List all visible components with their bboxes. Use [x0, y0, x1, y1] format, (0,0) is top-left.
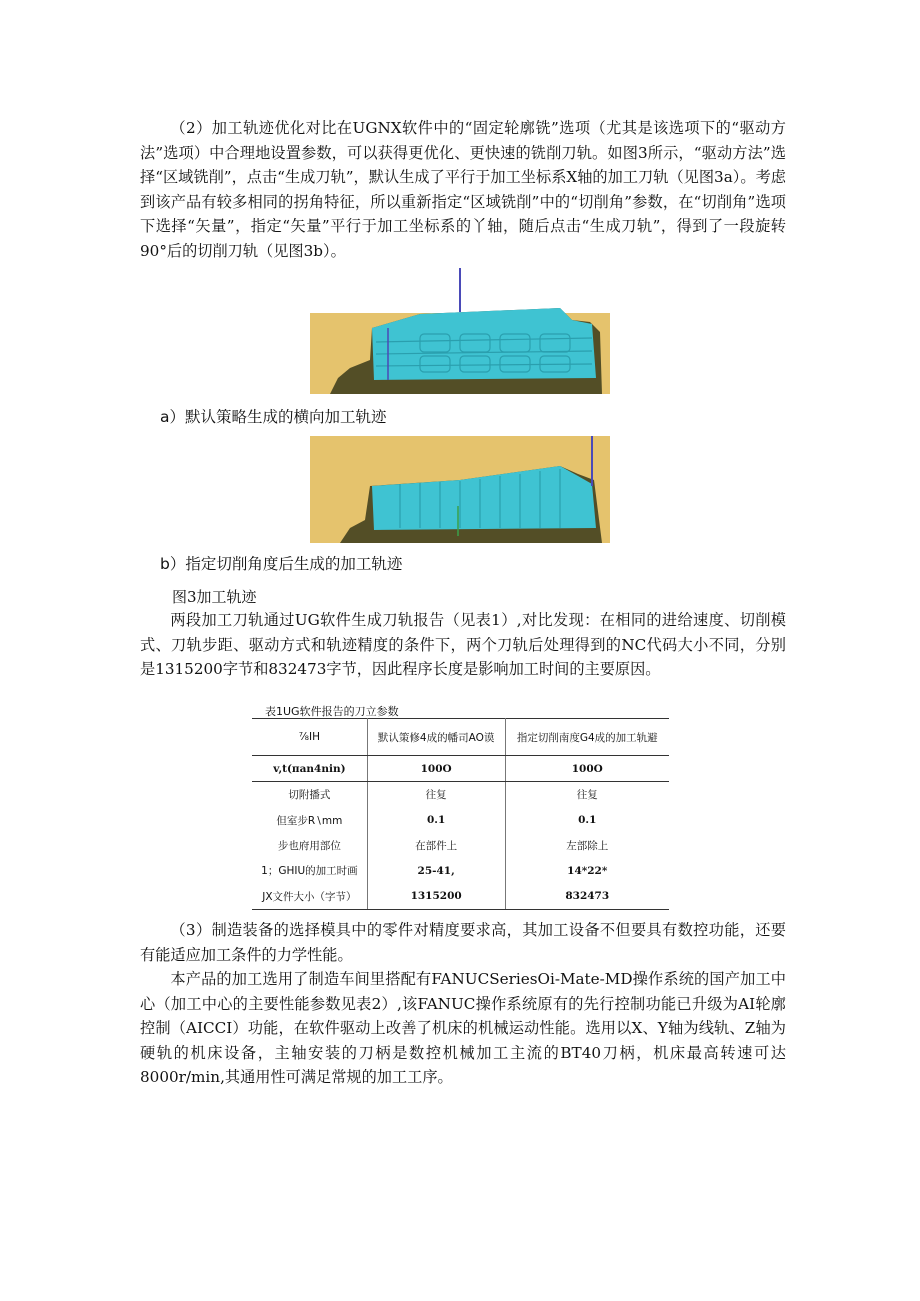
figure-caption-a: a）默认策略生成的横向加工轨迹: [160, 408, 387, 426]
table-cell: 步也府用部位: [277, 840, 341, 853]
figure-title: 图3加工轨迹: [172, 588, 257, 606]
table-cell: 0.1: [367, 808, 505, 833]
table-row: [252, 858, 669, 883]
table-cell: 0.1: [578, 814, 597, 827]
tool-parameters-table: [252, 718, 669, 910]
table-cell: 832473: [505, 883, 669, 909]
paragraph-toolpath-report: 两段加工刀轨通过UG软件生成刀轨报告（见表1）,对比发现：在相同的进给速度、切削模式、刀轨步距、驱动方式和轨迹精度的条件下，两个刀轨后处理得到的NC代码大小不同，分别是1315200字节和832473字节，因此程序长度是影响加工时间的主要原因。: [140, 611, 786, 678]
table-row: [252, 808, 669, 833]
table-header-cell: ⅞IH: [252, 719, 367, 756]
toolpath-surface: [372, 308, 596, 380]
table-header-cell: 默认策修4成的幡司AO谟: [367, 719, 505, 756]
table-cell: 100O: [505, 756, 669, 782]
table-cell: 1；GHIU的加工时画: [261, 865, 358, 878]
table-cell: 但室步R∖mm: [276, 814, 343, 827]
table-row: [252, 782, 669, 808]
paragraph-machining-center: 本产品的加工选用了制造车间里搭配有FANUCSeriesOi-Mate-MD操作系统的国产加工中心（加工中心的主要性能参数见表2）,该FANUC操作系统原有的先行控制功能已升级为AI轮廓控制（AICCI）功能，在软件驱动上改善了机床的机械运动性能。选用以X、Y轴为线轨、Z轴为硬轨的机床设备，主轴安装的刀柄是数控机械加工主流的BT40刀柄，机床最高转速可达8000r∕min,其通用性可满足常规的加工工序。: [140, 970, 786, 1086]
paragraph-toolpath-optimization: （2）加工轨迹优化对比在UGNX软件中的“固定轮廓铣”选项（尤其是该选项下的“驱动方法”选项）中合理地设置参数，可以获得更优化、更快速的铣削刀轨。如图3所示，“驱动方法”选择“区域铣削”，点击“生成刀轨”，默认生成了平行于加工坐标系X轴的加工刀轨（见图3a）。考虑到该产品有较多相同的拐角特征，所以重新指定“区域铣削”中的“切削角”参数，在“切削角”选项下选择“矢量”，指定“矢量”平行于加工坐标系的丫轴，随后点击“生成刀轨”，得到了一段旋转90°后的切削刀轨（见图3b）。: [140, 119, 786, 260]
table-cell: 左部除上: [566, 840, 609, 853]
table-row: [252, 883, 669, 909]
table-header-row: [252, 719, 669, 756]
table-row: [252, 756, 669, 782]
table-cell: 往复: [367, 782, 505, 808]
toolpath-figure-a: [310, 268, 610, 394]
figure-caption-b: b）指定切削角度后生成的加工轨迹: [160, 555, 403, 573]
table-title: 表1UG软件报告的刀立参数: [265, 705, 399, 718]
table-cell: 100O: [367, 756, 505, 782]
table-cell: 1315200: [367, 883, 505, 909]
table-cell: JX文件大小（字节）: [252, 883, 367, 909]
table-cell: 切附播式: [288, 789, 331, 802]
table-cell: v,t(πan4nin): [252, 756, 367, 782]
table-row: [252, 833, 669, 858]
paragraph-equipment-selection: （3）制造装备的选择模具中的零件对精度要求高，其加工设备不但要具有数控功能，还要有能适应加工条件的力学性能。: [140, 921, 786, 964]
table-cell: 25-41,: [367, 858, 505, 883]
table-cell: 14*22*: [567, 864, 608, 877]
table-cell: 往复: [576, 789, 598, 802]
table-cell: 在部件上: [367, 833, 505, 858]
table-header-cell: 指定切削南度G4成的加工轨避: [505, 719, 669, 756]
toolpath-figure-b: [310, 436, 610, 543]
